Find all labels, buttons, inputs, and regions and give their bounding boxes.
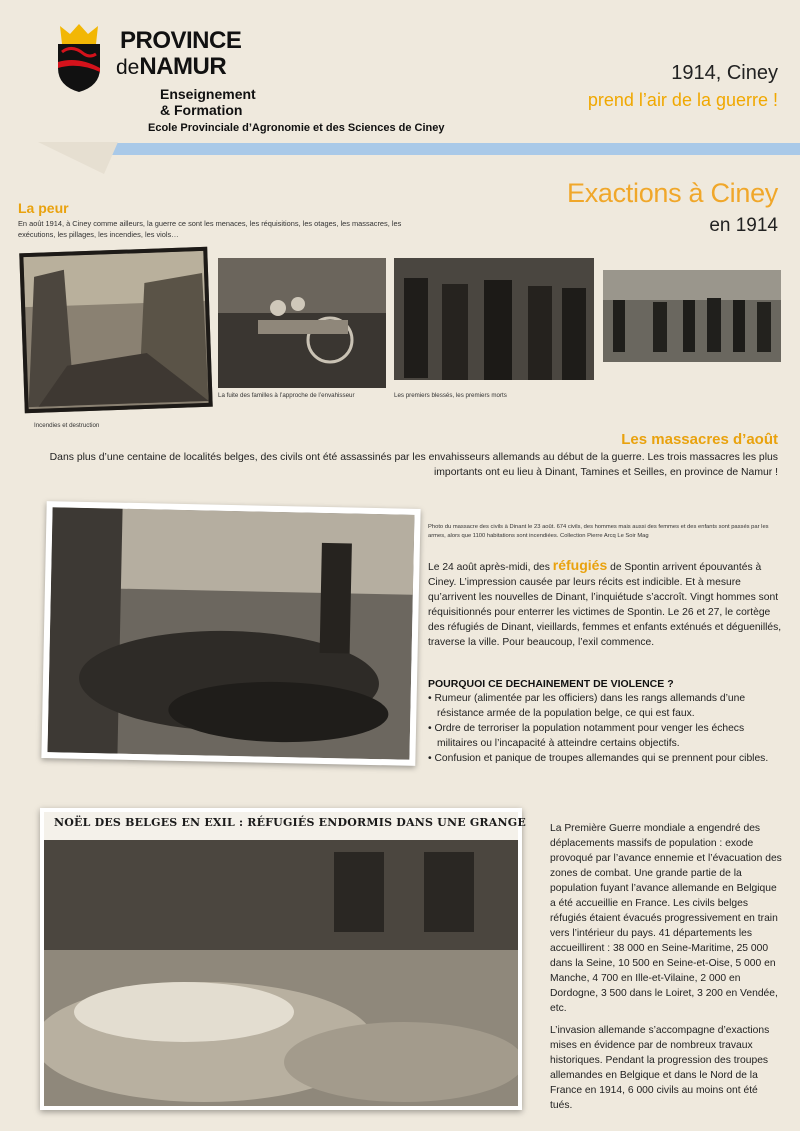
photo-noel-exil <box>40 808 526 1110</box>
violence-list <box>428 691 784 766</box>
photo-massacre-dinant <box>41 501 420 766</box>
speech-tail-decor <box>38 140 118 174</box>
exil-paragraph: La Première Guerre mondiale a engendré des déplacements massifs de population : exode provoqué par l’avance ennemie et l’évacuation des zones de combat. Une grande partie de la population fuyant l’avance allemande en Belgique a été accueillie en France. Les civils belges réfugiés étaient évacués progressivement en train vers l’intérieur du pays. 41 départements les accueillirent : 38 000 en Seine-Maritime, 25 000 dans la Seine, 10 500 en Seine-et-Oise, 5 000 en Manche, 4 700 en Ille-et-Vilaine, 2 000 en Dordogne, 3 500 dans le Loiret, 3 200 en Vendée, etc. <box>550 823 782 1014</box>
violence-bullet: • Confusion et panique de troupes allemandes qui se prennent pour cibles. <box>428 753 769 764</box>
brand-namur-word: NAMUR <box>139 53 227 80</box>
photo-blesses <box>394 258 594 380</box>
section-subtitle: en 1914 <box>709 215 778 236</box>
province-namur-logo <box>48 22 110 94</box>
header-band <box>110 143 800 155</box>
brand-province: PROVINCE <box>120 27 242 54</box>
line-of-soldiers-illustration <box>603 270 781 362</box>
photo-incendies <box>19 247 212 413</box>
refugies-rest: de Spontin arrivent épouvantés à Ciney. L’impression causée par leurs récits est indicible. Et à mesure qu’arrivent les nouvelles de Dinant, l’inquiétude s’accroît. Vingt hommes sont réquisitionnés pour enterrer les victimes de Spontin. Le 26 et 27, le cortège des réfugiés de Dinant, vieillards, femmes et enfants exténués et déguenillés, traverse la ville. Pour beaucoup, l’exil commence. <box>428 562 782 648</box>
peur-text: En août 1914, à Ciney comme ailleurs, la guerre ce sont les menaces, les réquisitions, les otages, les massacres, les exécutions, les pillages, les incendies, les viols… <box>18 219 402 239</box>
refugies-paragraph <box>428 558 782 650</box>
massacres-title: Les massacres d’août <box>621 431 778 448</box>
massacre-illustration <box>47 507 414 760</box>
ruins-illustration <box>23 251 208 409</box>
brand-namur <box>116 54 226 81</box>
exil-photo-heading: NOËL DES BELGES EN EXIL : RÉFUGIÉS ENDORMIS DANS UNE GRANGE <box>54 816 526 829</box>
violence-title: POURQUOI CE DECHAINEMENT DE VIOLENCE ? <box>428 678 674 690</box>
massacres-text: Dans plus d’une centaine de localités belges, des civils ont été assassinés par les envahisseurs allemands au début de la guerre. Les trois massacres les plus importants ont eu lieu à Dinant, Tamines et Seilles, en province de Namur ! <box>49 452 778 478</box>
peur-title: La peur <box>18 200 69 216</box>
poster-title: 1914, Ciney <box>671 62 778 84</box>
refugies-lead: Le 24 août après-midi, des <box>428 562 553 573</box>
soldiers-illustration <box>394 258 594 380</box>
school-name: Ecole Provinciale d’Agronomie et des Sciences de Ciney <box>148 122 445 134</box>
brand-de: de <box>116 56 140 79</box>
caption-blesses: Les premiers blessés, les premiers morts <box>394 392 507 399</box>
photo-soldats <box>603 270 781 362</box>
unit-line-2: & Formation <box>160 102 243 118</box>
cart-illustration <box>218 258 386 388</box>
barn-illustration <box>44 812 526 1106</box>
violence-bullet: • Rumeur (alimentée par les officiers) dans les rangs allemands d’une résistance armée de la population belge, ce qui est faux. <box>428 693 746 719</box>
violence-bullet: • Ordre de terroriser la population notamment pour venger les échecs militaires ou l’incapacité à atteindre certains objectifs. <box>428 723 745 749</box>
poster-subtitle: prend l’air de la guerre ! <box>587 90 778 110</box>
caption-fuite: La fuite des familles à l’approche de l’envahisseur <box>218 392 355 399</box>
caption-incendies: Incendies et destruction <box>34 422 100 429</box>
invasion-paragraph: L’invasion allemande s’accompagne d’exactions mises en évidence par de nombreux travaux historiques. Pendant la progression des troupes allemandes en Belgique et dans le Nord de la France en 1914, 6 000 civils au moins ont été tués. <box>550 1025 770 1111</box>
photo-fuite <box>218 258 386 388</box>
section-title: Exactions à Ciney <box>566 178 778 208</box>
massacre-photo-caption: Photo du massacre des civils à Dinant le 23 août. 674 civils, des hommes mais aussi des femmes et des enfants sont passés par les armes, alors que 1100 habitations sont incendiées. Collection Pierre Arcq Le Soir Mag <box>428 524 769 539</box>
refugies-highlight: réfugiés <box>552 557 608 573</box>
unit-line-1: Enseignement <box>160 86 256 102</box>
